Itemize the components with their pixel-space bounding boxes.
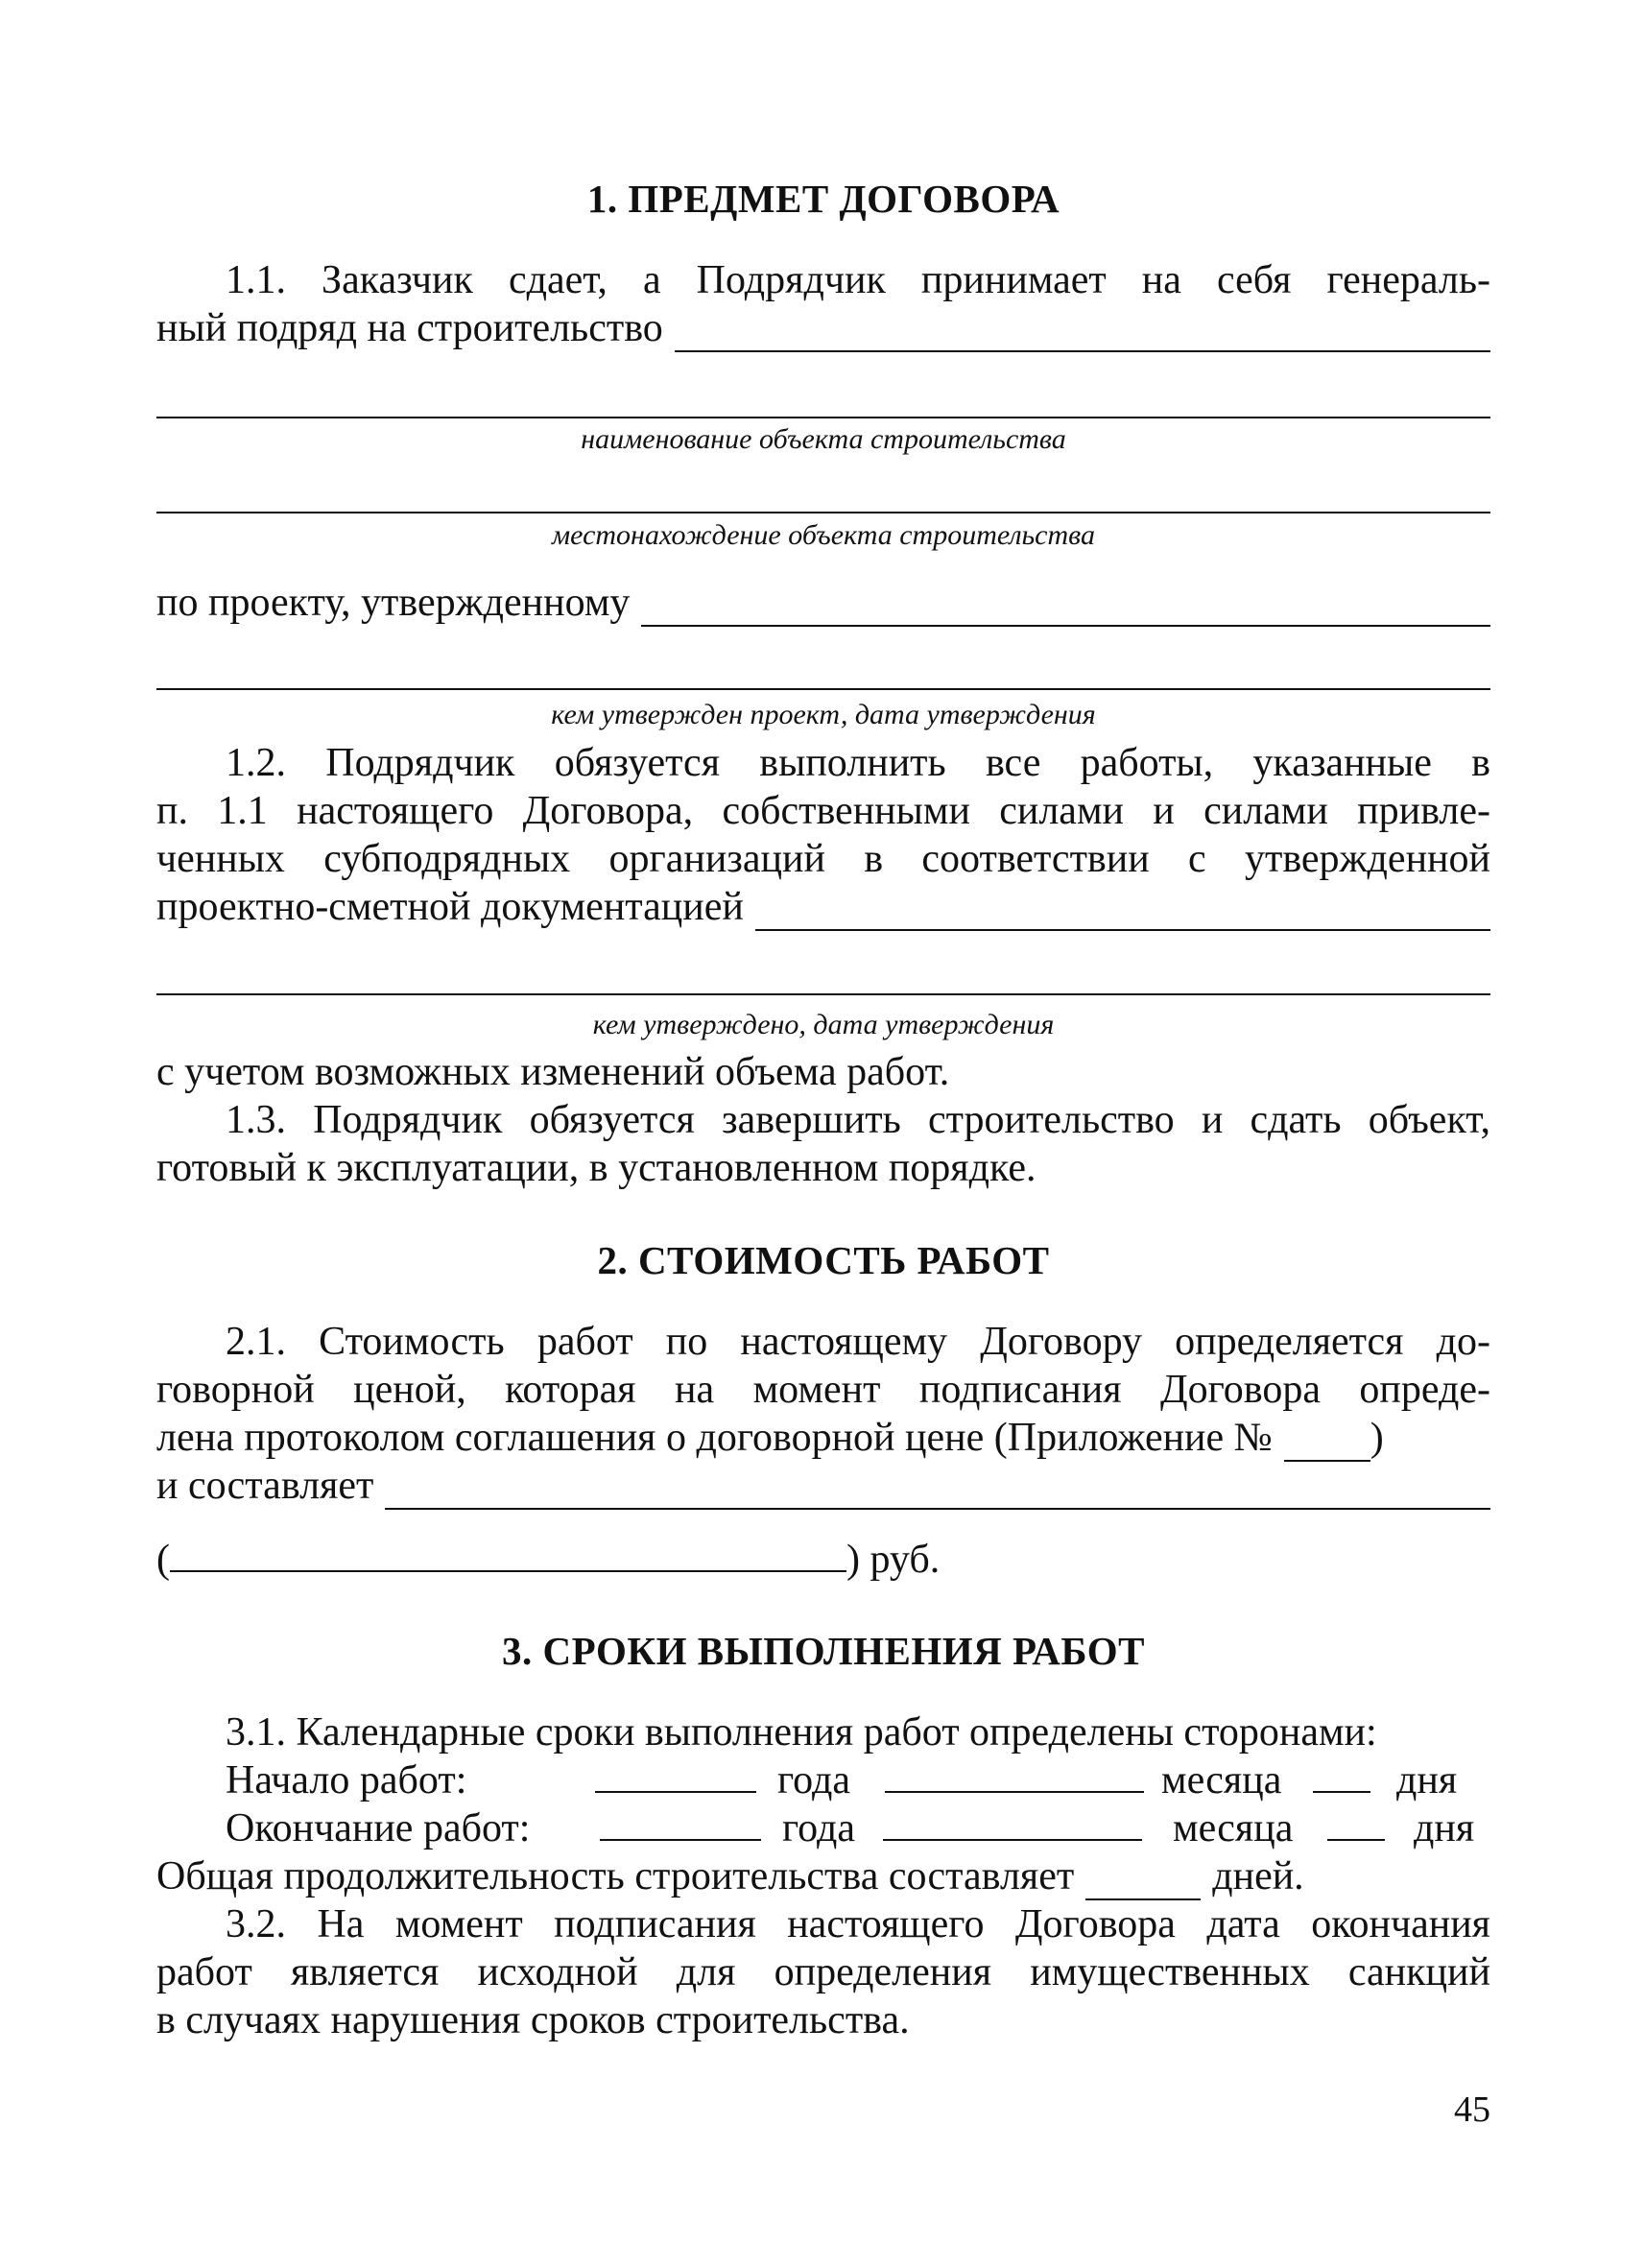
end-month-word: месяца bbox=[1173, 1806, 1294, 1850]
section-1-heading: 1. ПРЕДМЕТ ДОГОВОРА bbox=[586, 177, 1060, 221]
project-approval-blank-line bbox=[156, 688, 1490, 690]
paragraph-1-3-line-2: готовый к эксплуатации, в установленном порядке. bbox=[156, 1146, 1036, 1190]
start-day-blank bbox=[1313, 1756, 1370, 1793]
amount-rubles-line bbox=[156, 1536, 1490, 1584]
start-day-word: дня bbox=[1396, 1758, 1458, 1802]
paragraph-1-2-line-1: 1.2. Подрядчик обязуется выполнить все работы, указанные в bbox=[226, 741, 1490, 785]
section-2-heading: 2. СТОИМОСТЬ РАБОТ bbox=[597, 1238, 1050, 1282]
paragraph-1-2-line-5: с учетом возможных изменений объема работ. bbox=[156, 1050, 950, 1094]
duration-text: Общая продолжительность строительства составляет bbox=[156, 1854, 1075, 1898]
start-year-word: года bbox=[777, 1758, 850, 1802]
object-location-caption: местонахождение объекта строительства bbox=[552, 519, 1095, 551]
start-year-blank bbox=[595, 1756, 756, 1793]
amount-text: и составляет bbox=[156, 1464, 374, 1508]
amount-open-paren: ( bbox=[156, 1538, 170, 1582]
docs-approval-blank-line bbox=[156, 993, 1490, 995]
project-approved-text: по проекту, утвержденному bbox=[156, 581, 631, 625]
construction-subject-blank bbox=[675, 316, 1490, 352]
amount-words-blank bbox=[170, 1536, 846, 1572]
appendix-number-blank bbox=[1284, 1425, 1370, 1462]
paragraph-1-2-line-3: ченных субподрядных организаций в соответствии с утвержденной bbox=[156, 837, 1490, 881]
start-month-blank bbox=[885, 1756, 1144, 1793]
project-approval-caption: кем утвержден проект, дата утверждения bbox=[551, 699, 1096, 730]
amount-blank bbox=[385, 1473, 1490, 1510]
paragraph-1-1-text: ный подряд на строительство bbox=[156, 306, 663, 350]
paragraph-1-1-line-2 bbox=[156, 304, 1490, 352]
appendix-text: лена протоколом соглашения о договорной цене (Приложение № bbox=[156, 1416, 1273, 1460]
paragraph-3-1-line-1: 3.1. Календарные сроки выполнения работ определены сторонами: bbox=[226, 1710, 1377, 1755]
section-3-heading: 3. СРОКИ ВЫПОЛНЕНИЯ РАБОТ bbox=[502, 1629, 1145, 1673]
object-location-blank-line bbox=[156, 512, 1490, 513]
object-name-caption: наименование объекта строительства bbox=[581, 423, 1066, 455]
paragraph-1-1-line-1: 1.1. Заказчик сдает, а Подрядчик принимает на себя генераль- bbox=[226, 258, 1490, 302]
paragraph-3-2-line-2: работ является исходной для определения имущественных санкций bbox=[156, 1950, 1490, 1994]
appendix-close-paren: ) bbox=[1370, 1416, 1384, 1460]
object-name-blank-line bbox=[156, 417, 1490, 418]
paragraph-1-2-line-4 bbox=[156, 883, 1490, 931]
paragraph-2-1-line-3 bbox=[156, 1414, 1490, 1462]
duration-days-word: дней. bbox=[1212, 1854, 1304, 1898]
start-label: Начало работ: bbox=[226, 1758, 467, 1802]
paragraph-1-2-docs-text: проектно-сметной документацией bbox=[156, 885, 744, 929]
design-docs-blank bbox=[755, 895, 1490, 931]
end-month-blank bbox=[883, 1804, 1142, 1841]
end-year-blank bbox=[600, 1804, 761, 1841]
paragraph-2-1-line-4 bbox=[156, 1462, 1490, 1510]
project-approved-line bbox=[156, 579, 1490, 627]
paragraph-1-2-line-2: п. 1.1 настоящего Договора, собственными силами и силами привле- bbox=[156, 789, 1490, 833]
project-approved-blank bbox=[641, 590, 1490, 627]
end-day-word: дня bbox=[1414, 1806, 1475, 1850]
paragraph-3-2-line-1: 3.2. На момент подписания настоящего Договора дата окончания bbox=[226, 1902, 1490, 1946]
end-label: Окончание работ: bbox=[226, 1806, 531, 1850]
duration-days-blank bbox=[1085, 1864, 1201, 1900]
duration-line bbox=[156, 1852, 1490, 1900]
paragraph-3-2-line-3: в случаях нарушения сроков строительства. bbox=[156, 1998, 910, 2042]
amount-rubles-suffix: ) руб. bbox=[846, 1538, 941, 1582]
page-number: 45 bbox=[1454, 2089, 1490, 2130]
paragraph-2-1-line-1: 2.1. Стоимость работ по настоящему Договору определяется до- bbox=[226, 1320, 1490, 1364]
end-year-word: года bbox=[782, 1806, 855, 1850]
end-day-blank bbox=[1327, 1804, 1385, 1841]
paragraph-2-1-line-2: говорной ценой, которая на момент подписания Договора опреде- bbox=[156, 1368, 1490, 1412]
paragraph-1-3-line-1: 1.3. Подрядчик обязуется завершить строительство и сдать объект, bbox=[226, 1098, 1490, 1142]
docs-approval-caption: кем утверждено, дата утверждения bbox=[592, 1009, 1055, 1040]
start-month-word: месяца bbox=[1161, 1758, 1282, 1802]
